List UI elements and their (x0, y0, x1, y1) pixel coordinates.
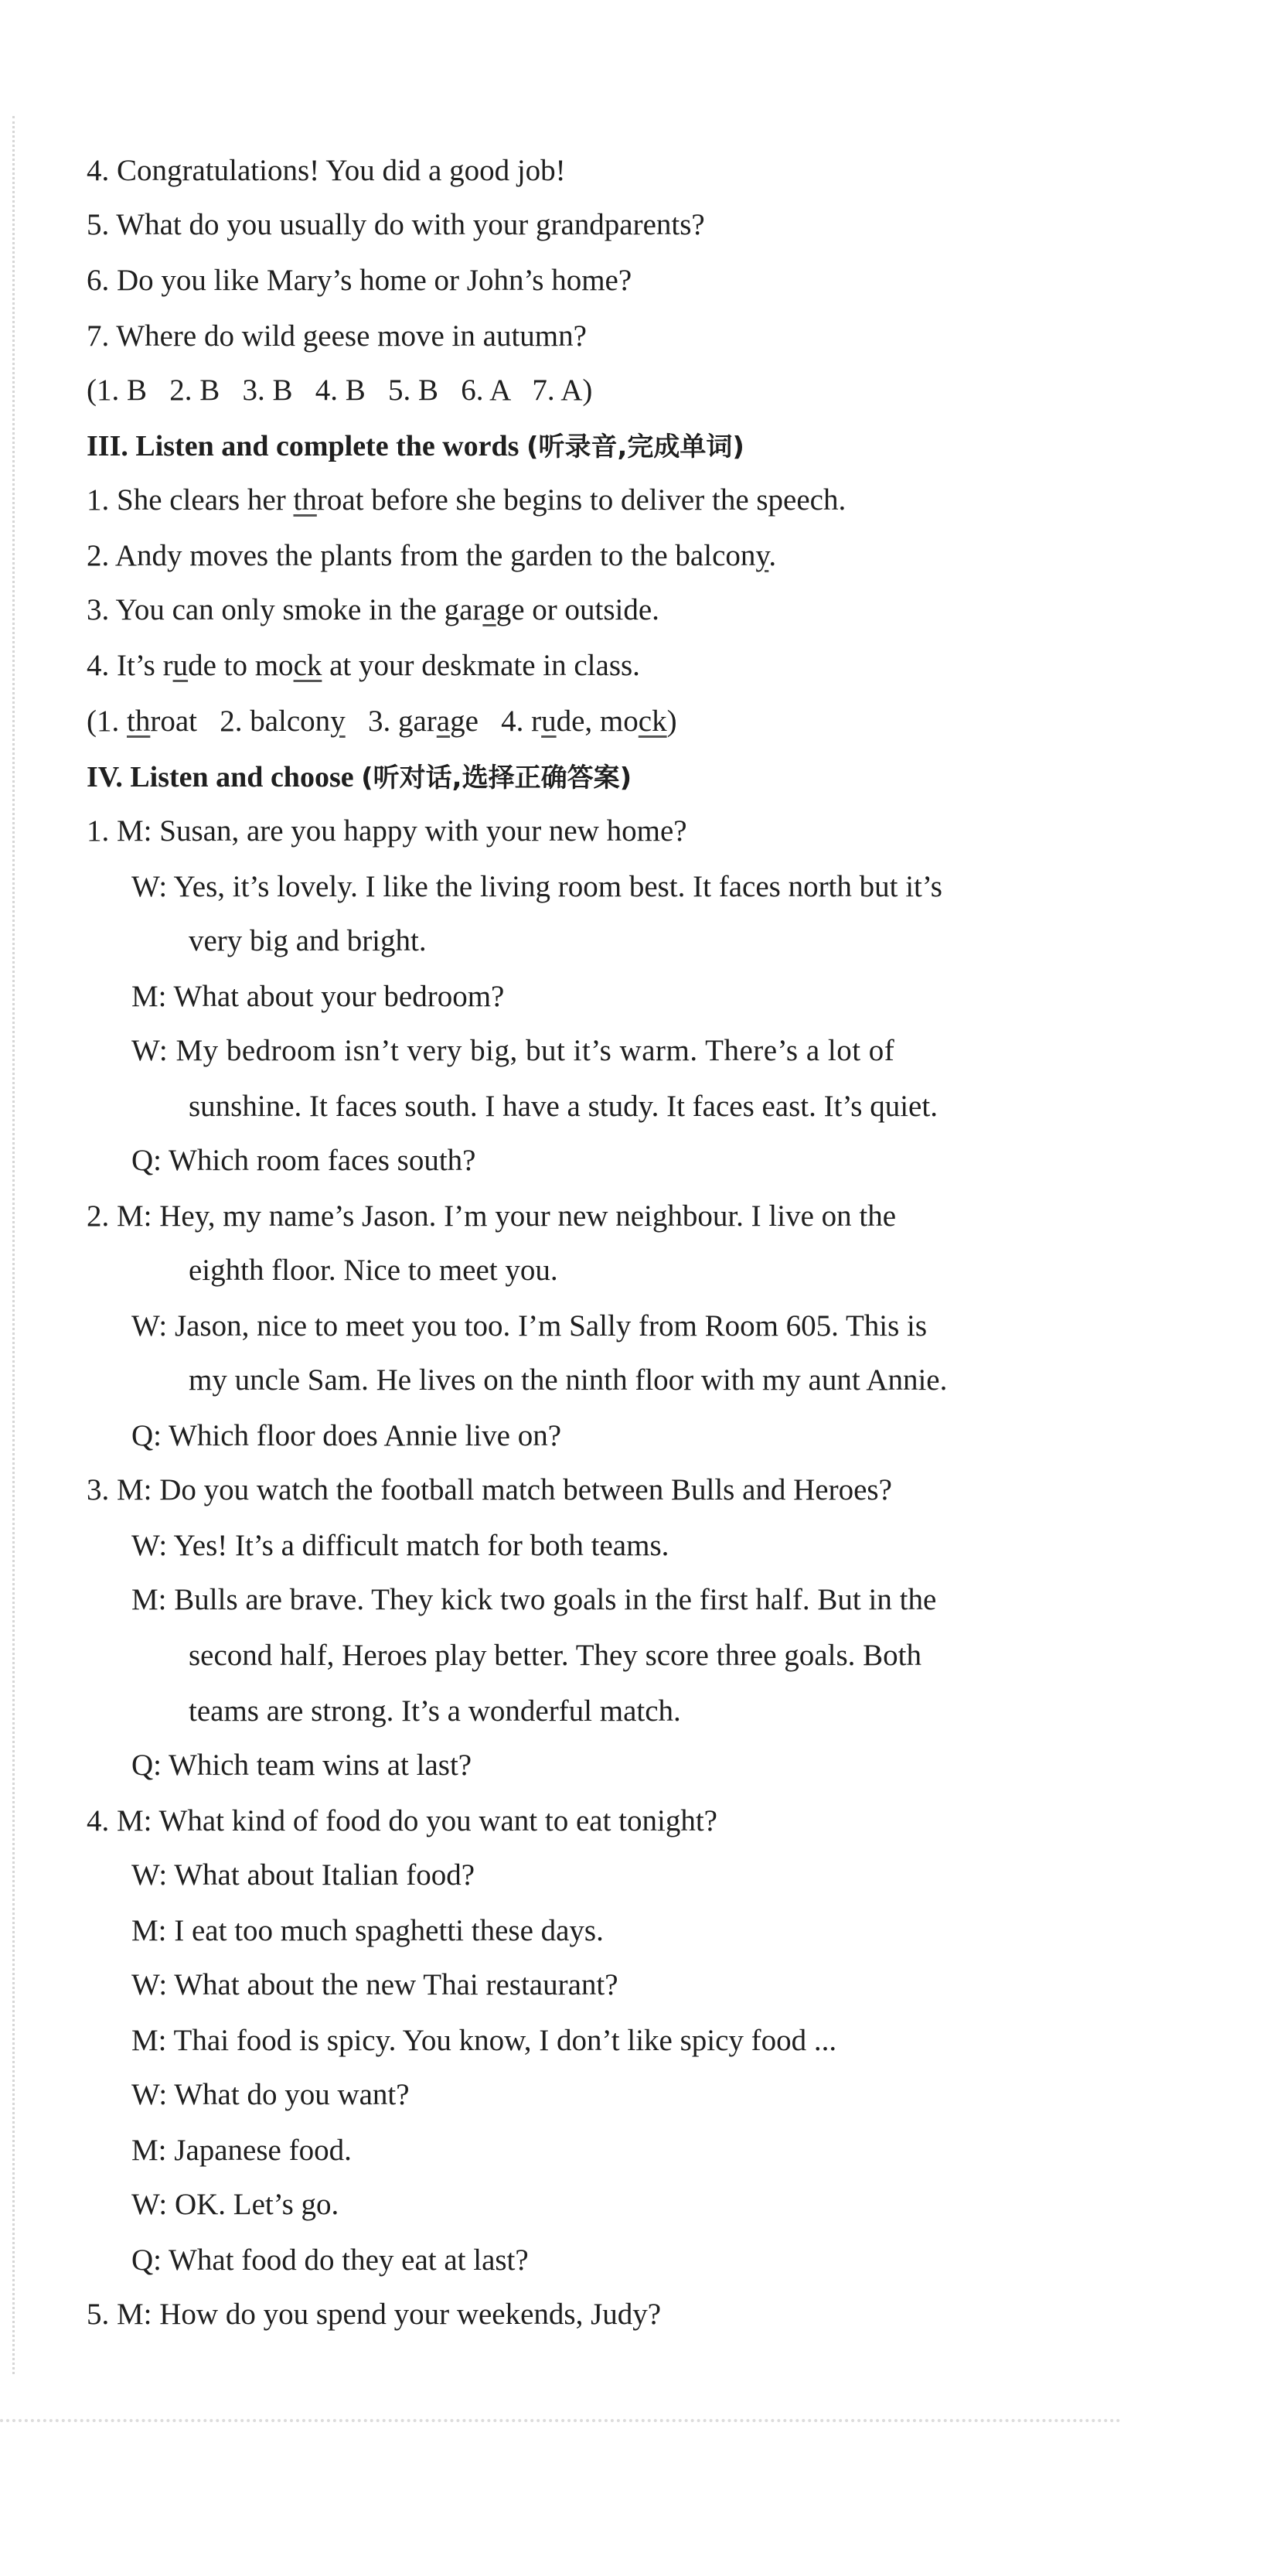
dialogue-4-line-3: M: I eat too much spaghetti these days. (131, 1914, 604, 1947)
answer-prefix: (1. (87, 705, 127, 738)
dialogue-1-line-3: very big and bright. (189, 924, 427, 957)
section4-heading-en: IV. Listen and choose (87, 761, 362, 793)
bottom-rule (0, 2419, 1121, 2422)
dialogue-5-line-1: 5. M: How do you spend your weekends, Judy? (87, 2298, 662, 2331)
sentence-1 (87, 481, 846, 520)
sentence-4-mid: de to mo (188, 649, 294, 682)
sentence-3 (87, 591, 659, 629)
sentence-2-underlined: y (755, 539, 769, 572)
sentence-4-post: at your deskmate in class. (322, 649, 640, 682)
sentence-3-pre: 3. You can only smoke in the gar (87, 593, 483, 626)
sentence-2-pre: 2. Andy moves the plants from the garden to the balcon (87, 539, 756, 572)
dialogue-2-line-2: eighth floor. Nice to meet you. (189, 1254, 558, 1287)
question-4: 4. Congratulations! You did a good job! (87, 154, 566, 187)
sentence-4-underlined-2: ck (293, 649, 322, 682)
dialogue-4-line-5: M: Thai food is spicy. You know, I don’t like spicy food ... (131, 2024, 837, 2057)
sentence-3-post: ge or outside. (496, 593, 659, 626)
dialogue-2-question: Q: Which floor does Annie live on? (131, 1419, 561, 1452)
question-6: 6. Do you like Mary’s home or John’s home? (87, 264, 632, 297)
answer-1-underlined: th (127, 705, 151, 738)
sentence-4-underlined-1: u (172, 649, 189, 682)
sentence-4 (87, 647, 640, 685)
section2-answers: (1. B 2. B 3. B 4. B 5. B 6. A 7. A) (87, 374, 593, 407)
dialogue-1-line-6: sunshine. It faces south. I have a study. It faces east. It’s quiet. (189, 1090, 938, 1123)
answer-2-underlined: y (330, 705, 346, 738)
dialogue-4-line-2: W: What about Italian food? (131, 1858, 475, 1892)
dialogue-4-line-7: M: Japanese food. (131, 2134, 352, 2167)
section3-answers (87, 702, 677, 741)
section4-heading (87, 758, 632, 797)
dialogue-3-line-2: W: Yes! It’s a difficult match for both teams. (131, 1529, 669, 1562)
answer-4-mid: de, mo (556, 705, 639, 738)
sentence-2 (87, 537, 776, 575)
sentence-2-post: . (768, 539, 777, 572)
dialogue-1-line-4: M: What about your bedroom? (131, 980, 505, 1013)
dialogue-2-line-3: W: Jason, nice to meet you too. I’m Sally from Room 605. This is (131, 1309, 928, 1343)
dialogue-4-question: Q: What food do they eat at last? (131, 2243, 529, 2277)
question-7: 7. Where do wild geese move in autumn? (87, 319, 587, 353)
dialogue-1-line-1: 1. M: Susan, are you happy with your new home? (87, 814, 687, 848)
section3-heading-en: III. Listen and complete the words (87, 430, 526, 462)
dialogue-1-line-5: W: My bedroom isn’t very big, but it’s warm. There’s a lot of (131, 1034, 895, 1067)
answer-4-close: ) (666, 705, 677, 738)
dialogue-3-question: Q: Which team wins at last? (131, 1749, 472, 1782)
answer-4-underlined-2: ck (638, 705, 667, 738)
dialogue-3-line-3: M: Bulls are brave. They kick two goals in the first half. But in the (131, 1583, 937, 1616)
dialogue-4-line-1: 4. M: What kind of food do you want to eat tonight? (87, 1804, 717, 1837)
section3-heading (87, 427, 744, 466)
answer-1-rest: roat 2. balcon (150, 705, 331, 738)
dialogue-3-line-4: second half, Heroes play better. They score three goals. Both (189, 1639, 921, 1672)
sentence-1-pre: 1. She clears her (87, 483, 294, 517)
answer-4-underlined-1: u (541, 705, 557, 738)
sentence-4-pre: 4. It’s r (87, 649, 173, 682)
dialogue-2-line-1: 2. M: Hey, my name’s Jason. I’m your new neighbour. I live on the (87, 1199, 897, 1233)
question-5: 5. What do you usually do with your grandparents? (87, 208, 705, 241)
dialogue-4-line-4: W: What about the new Thai restaurant? (131, 1968, 618, 2001)
dialogue-4-line-6: W: What do you want? (131, 2078, 410, 2111)
dialogue-4-line-8: W: OK. Let’s go. (131, 2188, 339, 2221)
dialogue-3-line-1: 3. M: Do you watch the football match between Bulls and Heroes? (87, 1473, 892, 1506)
sentence-3-underlined: a (482, 593, 496, 626)
dialogue-3-line-5: teams are strong. It’s a wonderful match. (189, 1694, 681, 1728)
answer-3-rest: ge 4. r (450, 705, 542, 738)
dialogue-2-line-4: my uncle Sam. He lives on the ninth floor with my aunt Annie. (189, 1363, 948, 1397)
sentence-1-underlined: th (293, 483, 317, 517)
dialogue-1-line-2: W: Yes, it’s lovely. I like the living room best. It faces north but it’s (131, 870, 942, 903)
margin-rule (12, 116, 15, 2374)
section3-heading-cn: (听录音,完成单词) (526, 432, 744, 462)
dialogue-1-question: Q: Which room faces south? (131, 1144, 476, 1177)
answer-2-rest: 3. gar (345, 705, 437, 738)
sentence-1-post: roat before she begins to deliver the speech. (316, 483, 846, 517)
section4-heading-cn: (听对话,选择正确答案) (361, 763, 632, 793)
answer-3-underlined: a (436, 705, 451, 738)
